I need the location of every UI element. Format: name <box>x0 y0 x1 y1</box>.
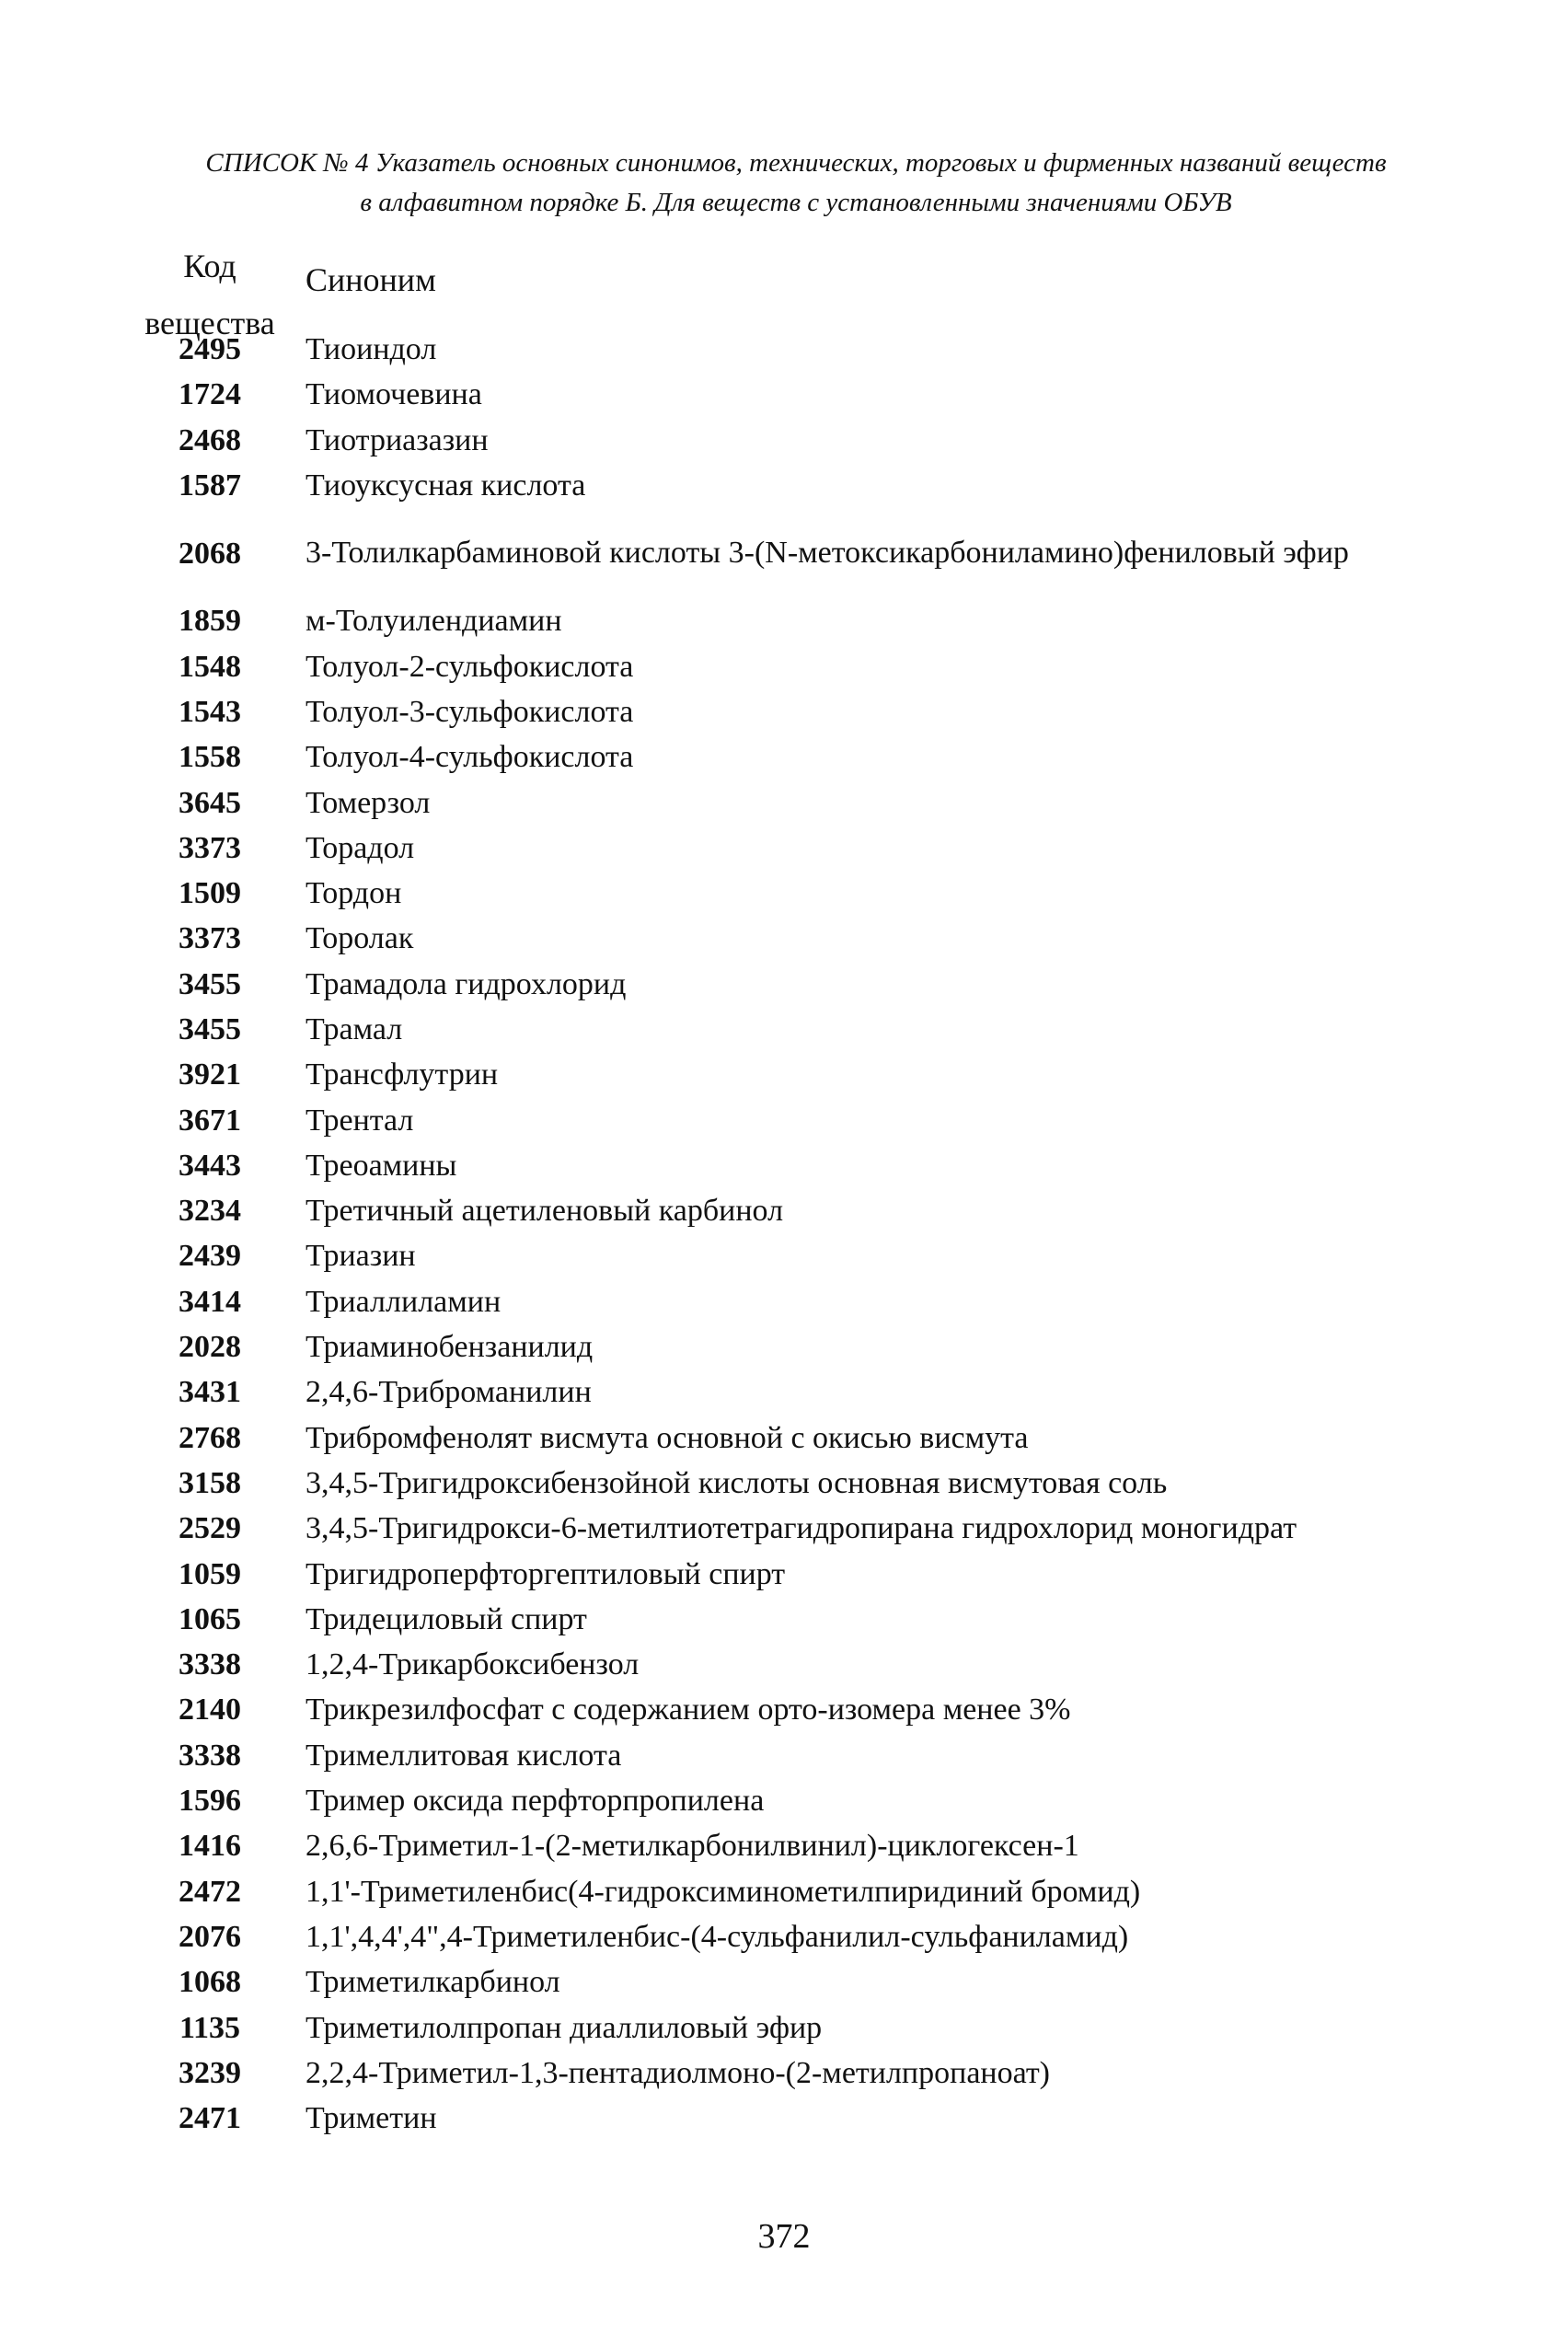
table-row <box>138 1324 1445 1369</box>
table-row <box>138 508 1445 598</box>
substance-code: 1543 <box>179 694 241 729</box>
table-row <box>138 327 1445 372</box>
substance-code: 3645 <box>179 785 241 820</box>
substance-code: 2472 <box>179 1874 241 1909</box>
synonym-name: Трамал <box>306 1012 403 1046</box>
substance-code: 3338 <box>179 1738 241 1773</box>
table-row <box>138 1461 1445 1506</box>
list-header <box>138 144 1454 223</box>
synonym-name: Тримеллитовая кислота <box>306 1738 622 1773</box>
synonym-name: Трентал <box>306 1103 414 1138</box>
table-row <box>138 1007 1445 1052</box>
synonym-name: 2,2,4-Триметил-1,3-пентадиолмоно-(2-метилпропаноат) <box>306 2055 1050 2090</box>
table-row <box>138 1279 1445 1324</box>
synonym-name: Толуол-3-сульфокислота <box>306 694 634 729</box>
synonym-table <box>138 327 1445 2141</box>
substance-code: 2068 <box>179 536 241 571</box>
synonym-name: Триметин <box>306 2101 437 2136</box>
substance-code: 3671 <box>179 1103 241 1138</box>
substance-code: 1859 <box>179 604 241 639</box>
table-row <box>138 1778 1445 1823</box>
synonym-name: Тригидроперфторгептиловый спирт <box>306 1556 786 1591</box>
synonym-name: Тиотриазазин <box>306 422 489 457</box>
substance-code: 1068 <box>179 1965 241 2000</box>
synonym-name: Тиомочевина <box>306 377 482 412</box>
synonym-name: Третичный ацетиленовый карбинол <box>306 1194 784 1229</box>
table-row <box>138 1143 1445 1188</box>
substance-code: 3455 <box>179 966 241 1001</box>
substance-code: 1724 <box>179 377 241 412</box>
table-row <box>138 372 1445 417</box>
synonym-name: Тиоуксусная кислота <box>306 468 586 503</box>
synonym-name: Тример оксида перфторпропилена <box>306 1784 765 1819</box>
synonym-name: Треоамины <box>306 1148 457 1183</box>
substance-code: 3373 <box>179 921 241 956</box>
synonym-name: Триазин <box>306 1239 416 1274</box>
substance-code: 1558 <box>179 740 241 775</box>
synonym-name: Триметилолпропан диаллиловый эфир <box>306 2010 823 2045</box>
substance-code: 3455 <box>179 1012 241 1046</box>
substance-code: 3443 <box>179 1148 241 1183</box>
header-title-line-2: в алфавитном порядке Б. Для веществ с установленными значениями ОБУВ <box>360 188 1232 217</box>
substance-code: 3338 <box>179 1647 241 1682</box>
table-row <box>138 2051 1445 2096</box>
table-row <box>138 643 1445 688</box>
substance-code: 1587 <box>179 468 241 503</box>
synonym-name: Триаминобензанилид <box>306 1330 594 1365</box>
synonym-name: Толуол-4-сульфокислота <box>306 740 634 775</box>
table-row <box>138 962 1445 1007</box>
table-row <box>138 1869 1445 1914</box>
table-row <box>138 598 1445 643</box>
substance-code: 2529 <box>179 1511 241 1546</box>
substance-code: 1416 <box>179 1829 241 1864</box>
substance-code: 2076 <box>179 1919 241 1954</box>
table-row <box>138 1959 1445 2005</box>
synonym-name: 1,1',4,4',4",4-Триметиленбис-(4-сульфанилил-сульфаниламид) <box>306 1919 1129 1954</box>
substance-code: 2768 <box>179 1420 241 1455</box>
synonym-name: Томерзол <box>306 785 431 820</box>
synonym-name: 3,4,5-Тригидрокси-6-метилтиотетрагидропирана гидрохлорид моногидрат <box>306 1511 1297 1546</box>
table-row <box>138 1733 1445 1778</box>
table-row <box>138 1597 1445 1642</box>
synonym-name: 2,4,6-Триброманилин <box>306 1375 592 1410</box>
synonym-name: Толуол-2-сульфокислота <box>306 649 634 684</box>
synonym-name: Триаллиламин <box>306 1284 502 1319</box>
synonym-name: Тридециловый спирт <box>306 1601 587 1636</box>
synonym-name: 1,1'-Триметиленбис(4-гидроксиминометилпиридиний бромид) <box>306 1874 1141 1909</box>
table-row <box>138 418 1445 463</box>
substance-code: 1596 <box>179 1784 241 1819</box>
substance-code: 3234 <box>179 1194 241 1229</box>
substance-code: 1548 <box>179 649 241 684</box>
synonym-name: Торолак <box>306 921 414 956</box>
table-row <box>138 1052 1445 1097</box>
table-row <box>138 1914 1445 1959</box>
substance-code: 1509 <box>179 876 241 911</box>
synonym-name: Тиоиндол <box>306 332 437 367</box>
table-row <box>138 1188 1445 1233</box>
synonym-name: 3-Толилкарбаминовой кислоты 3-(N-метоксикарбониламино)фениловый эфир <box>306 536 1349 571</box>
table-row <box>138 916 1445 961</box>
table-row <box>138 1369 1445 1415</box>
substance-code: 2140 <box>179 1693 241 1727</box>
substance-code: 3921 <box>179 1057 241 1092</box>
synonym-name: Трамадола гидрохлорид <box>306 966 627 1001</box>
synonym-name: Трикрезилфосфат с содержанием орто-изомера менее 3% <box>306 1693 1071 1727</box>
table-row <box>138 780 1445 825</box>
column-header-code-line-2: вещества <box>144 305 275 341</box>
synonym-name: 3,4,5-Тригидроксибензойной кислоты основная висмутовая соль <box>306 1465 1168 1500</box>
synonym-name: Трибромфенолят висмута основной с окисью висмута <box>306 1420 1029 1455</box>
table-row <box>138 1097 1445 1142</box>
synonym-name: Трансфлутрин <box>306 1057 499 1092</box>
substance-code: 1135 <box>179 2010 241 2045</box>
table-row <box>138 1233 1445 1278</box>
synonym-name: Торадол <box>306 830 415 865</box>
synonym-name: Тордон <box>306 876 402 911</box>
substance-code: 2471 <box>179 2101 241 2136</box>
synonym-name: 2,6,6-Триметил-1-(2-метилкарбонилвинил)-циклогексен-1 <box>306 1829 1079 1864</box>
substance-code: 3414 <box>179 1284 241 1319</box>
substance-code: 3158 <box>179 1465 241 1500</box>
substance-code: 2495 <box>179 332 241 367</box>
column-header-code-line-1: Код <box>183 248 236 284</box>
table-row <box>138 1506 1445 1551</box>
synonym-name: Триметилкарбинол <box>306 1965 560 2000</box>
column-header-synonym: Синоним <box>306 261 436 298</box>
substance-code: 1065 <box>179 1601 241 1636</box>
substance-code: 2028 <box>179 1330 241 1365</box>
table-row <box>138 1823 1445 1868</box>
table-row <box>138 1415 1445 1461</box>
table-row <box>138 2096 1445 2141</box>
synonym-name: 1,2,4-Трикарбоксибензол <box>306 1647 640 1682</box>
table-row <box>138 826 1445 871</box>
substance-code: 2439 <box>179 1239 241 1274</box>
substance-code: 3239 <box>179 2055 241 2090</box>
synonym-name: м-Толуилендиамин <box>306 604 562 639</box>
page-number: 372 <box>757 2217 811 2256</box>
table-row <box>138 2005 1445 2050</box>
table-row <box>138 871 1445 916</box>
substance-code: 2468 <box>179 422 241 457</box>
substance-code: 3373 <box>179 830 241 865</box>
substance-code: 1059 <box>179 1556 241 1591</box>
header-title-line-1: СПИСОК № 4 Указатель основных синонимов, технических, торговых и фирменных названий веществ <box>205 148 1387 178</box>
substance-code: 3431 <box>179 1375 241 1410</box>
table-row <box>138 1642 1445 1687</box>
table-row <box>138 463 1445 508</box>
table-row <box>138 734 1445 780</box>
table-row <box>138 689 1445 734</box>
table-row <box>138 1551 1445 1596</box>
table-row <box>138 1687 1445 1732</box>
